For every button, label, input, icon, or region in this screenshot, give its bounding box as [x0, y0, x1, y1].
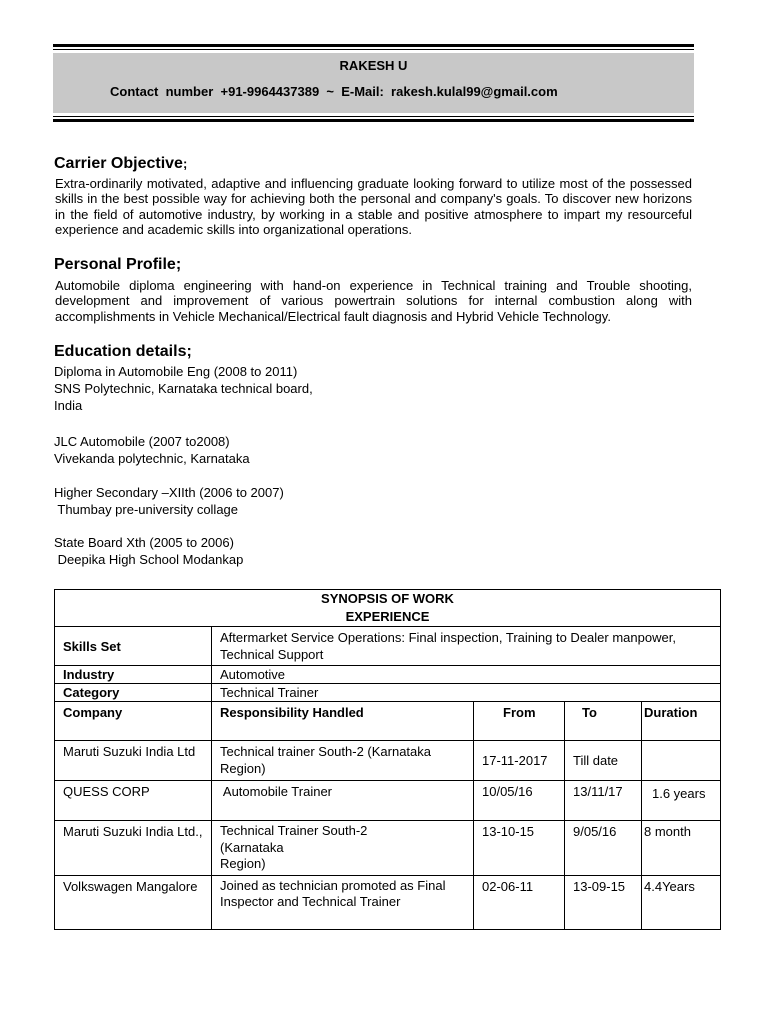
cell-company: Maruti Suzuki India Ltd., — [55, 821, 212, 876]
table-title — [55, 590, 721, 627]
cell-responsibility: Technical trainer South-2 (Karnataka Region) — [212, 741, 474, 781]
column-header-from: From — [474, 702, 565, 741]
column-header-duration: Duration — [642, 702, 721, 741]
skills-label: Skills Set — [55, 627, 212, 666]
skills-value: Aftermarket Service Operations: Final inspection, Training to Dealer manpower, Technical Support — [212, 627, 721, 666]
cell-company: QUESS CORP — [55, 781, 212, 821]
table-title-line1: SYNOPSIS OF WORK — [321, 591, 454, 606]
cell-responsibility: Technical Trainer South-2 (Karnataka Region) — [212, 821, 474, 876]
profile-heading: Personal Profile; — [54, 256, 182, 273]
cell-to: 9/05/16 — [565, 821, 642, 876]
cell-responsibility: Automobile Trainer — [212, 781, 474, 821]
column-header-row — [55, 702, 721, 741]
education-entry-jlc: JLC Automobile (2007 to2008) Vivekanda polytechnic, Karnataka — [54, 434, 250, 466]
table-title-line2: EXPERIENCE — [345, 609, 430, 624]
education-entry-higher-secondary: Higher Secondary –XIIth (2006 to 2007) Thumbay pre-university collage — [54, 485, 284, 517]
cell-from: 10/05/16 — [474, 781, 565, 821]
cell-duration — [642, 741, 721, 781]
header-band — [53, 53, 694, 113]
education-heading: Education details; — [54, 343, 192, 360]
category-label: Category — [55, 684, 212, 702]
objective-heading-punct: ; — [182, 156, 188, 171]
resume-header — [53, 44, 694, 122]
cell-to: 13-09-15 — [565, 875, 642, 929]
category-value: Technical Trainer — [212, 684, 721, 702]
profile-text: Automobile diploma engineering with hand-on experience in Technical training and Trouble shooting, development and improvement of various powertrain solutions for internal combustion along with accomplishments in Vehicle Mechanical/Electrical fault diagnosis and Hybrid Vehicle Technology. — [55, 278, 692, 324]
industry-label: Industry — [55, 666, 212, 684]
skills-row — [55, 627, 721, 666]
header-bottom-thin-rule — [53, 116, 694, 117]
education-entry-diploma: Diploma in Automobile Eng (2008 to 2011) SNS Polytechnic, Karnataka technical board, India — [54, 364, 313, 413]
cell-company: Maruti Suzuki India Ltd — [55, 741, 212, 781]
cell-duration: 1.6 years — [642, 781, 721, 821]
objective-heading: Carrier Objective; — [54, 155, 188, 172]
column-header-responsibility: Responsibility Handled — [212, 702, 474, 741]
objective-text: Extra-ordinarily motivated, adaptive and influencing graduate looking forward to utilize most of the possessed skills in the best possible way for achieving both the personal and company's goals. To discover new horizons in the field of automotive industry, by working in a stable and positive atmosphere to impart my resourceful experience and academic skills into organizational operations. — [55, 176, 692, 237]
candidate-name: RAKESH U — [339, 58, 408, 73]
cell-from: 17-11-2017 — [474, 741, 565, 781]
education-entry-state-board: State Board Xth (2005 to 2006) Deepika High School Modankap — [54, 535, 244, 567]
table-row — [55, 781, 721, 821]
cell-to: Till date — [565, 741, 642, 781]
cell-from: 13-10-15 — [474, 821, 565, 876]
category-row — [55, 684, 721, 702]
cell-duration: 8 month — [642, 821, 721, 876]
header-top-thin-rule — [53, 49, 694, 50]
cell-duration: 4.4Years — [642, 875, 721, 929]
cell-to: 13/11/17 — [565, 781, 642, 821]
cell-company: Volkswagen Mangalore — [55, 875, 212, 929]
header-bottom-rule — [53, 119, 694, 122]
column-header-to: To — [565, 702, 642, 741]
cell-from: 02-06-11 — [474, 875, 565, 929]
header-top-rule — [53, 44, 694, 47]
cell-responsibility: Joined as technician promoted as Final Inspector and Technical Trainer — [212, 875, 474, 929]
table-row — [55, 875, 721, 929]
table-row — [55, 821, 721, 876]
work-experience-table — [54, 589, 721, 930]
table-title-row — [55, 590, 721, 627]
table-row — [55, 741, 721, 781]
contact-line: Contact number +91-9964437389 ~ E-Mail: rakesh.kulal99@gmail.com — [110, 84, 558, 99]
industry-row — [55, 666, 721, 684]
industry-value: Automotive — [212, 666, 721, 684]
column-header-company: Company — [55, 702, 212, 741]
